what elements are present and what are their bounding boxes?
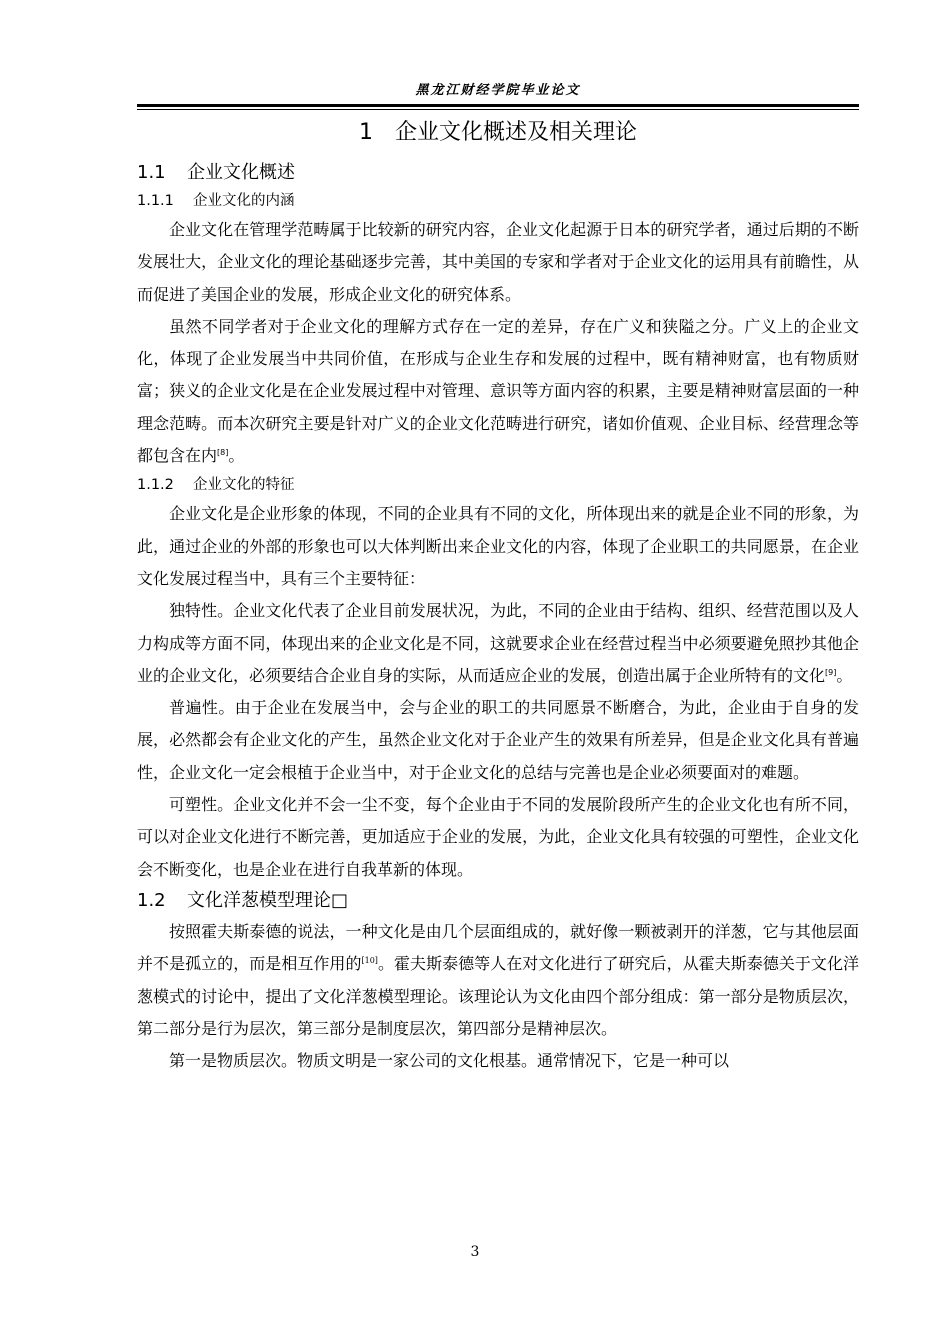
chapter-number: 1	[358, 120, 373, 145]
section-heading-1-1-2	[137, 472, 859, 498]
paragraph-5: 普遍性。由于企业在发展当中，会与企业的职工的共同愿景不断磨合，为此，企业由于自身的发展，必然都会有企业文化的产生，虽然企业文化对于企业产生的效果有所差异，但是企业文化具有普遍性，企业文化一定会根植于企业当中，对于企业文化的总结与完善也是企业必须要面对的难题。	[137, 698, 859, 782]
paragraph-text: 按照霍夫斯泰德的说法，一种文化是由几个层面组成的，就好像一颗被剥开的洋葱，它与其他层面并不是孤立的，而是相互作用的	[137, 921, 859, 974]
section-title: 企业文化的特征	[193, 477, 295, 494]
header-rule-thin	[137, 109, 859, 110]
section-number: 1.2	[137, 889, 166, 911]
header-rule-thick	[137, 104, 859, 107]
chapter-title	[137, 116, 859, 150]
page-number: 3	[470, 1244, 480, 1260]
paragraph-3: 企业文化是企业形象的体现，不同的企业具有不同的文化，所体现出来的就是企业不同的形象，为此，通过企业的外部的形象也可以大体判断出来企业文化的内容，体现了企业职工的共同愿景，在企业文化发展过程当中，具有三个主要特征：	[137, 504, 859, 588]
section-heading-1-2	[137, 886, 859, 916]
section-heading-1-1-1	[137, 188, 859, 214]
section-number: 1.1.1	[137, 193, 174, 209]
paragraph-2	[137, 311, 859, 472]
citation-8: [8]	[217, 448, 229, 458]
paragraph-text: 独特性。企业文化代表了企业目前发展状况，为此，不同的企业由于结构、组织、经营范围以及人力构成等方面不同，体现出来的企业文化是不同，这就要求企业在经营过程当中必须要避免照抄其他企业的企业文化，必须要结合企业自身的实际，从而适应企业的发展，创造出属于企业所特有的文化	[137, 601, 859, 685]
paragraph-7	[137, 916, 859, 1045]
running-header: 黑龙江财经学院毕业论文	[415, 83, 581, 98]
paragraph-6: 可塑性。企业文化并不会一尘不变，每个企业由于不同的发展阶段所产生的企业文化也有所不同，可以对企业文化进行不断完善，更加适应于企业的发展，为此，企业文化具有较强的可塑性，企业文化会不断变化，也是企业在进行自我革新的体现。	[137, 795, 859, 879]
paragraph-end: 。	[836, 665, 853, 685]
paragraph-end: 。霍夫斯泰德等人在对文化进行了研究后，从霍夫斯泰德关于文化洋葱模式的讨论中，提出了文化洋葱模型理论。该理论认为文化由四个部分组成：第一部分是物质层次，第二部分是行为层次，第三部分是制度层次，第四部分是精神层次。	[137, 954, 859, 1038]
chapter-title-text: 企业文化概述及相关理论	[394, 120, 637, 145]
paragraph-1: 企业文化在管理学范畴属于比较新的研究内容，企业文化起源于日本的研究学者，通过后期的不断发展壮大，企业文化的理论基础逐步完善，其中美国的专家和学者对于企业文化的运用具有前瞻性，从而促进了美国企业的发展，形成企业文化的研究体系。	[137, 220, 859, 304]
section-number: 1.1.2	[137, 477, 174, 494]
section-heading-1-1	[137, 158, 859, 188]
paragraph-4	[137, 595, 859, 692]
section-title: 企业文化概述	[187, 162, 295, 183]
section-number: 1.1	[137, 162, 166, 183]
citation-9: [9]	[825, 667, 837, 677]
paragraph-end: 。	[228, 446, 245, 466]
section-title: 文化洋葱模型理论□	[187, 889, 349, 911]
page-body	[137, 80, 859, 1077]
paragraph-text: 虽然不同学者对于企业文化的理解方式存在一定的差异，存在广义和狭隘之分。广义上的企业文化，体现了企业发展当中共同价值，在形成与企业生存和发展的过程中，既有精神财富，也有物质财富；狭义的企业文化是在企业发展过程中对管理、意识等方面内容的积累，主要是精神财富层面的一种理念范畴。而本次研究主要是针对广义的企业文化范畴进行研究，诸如价值观、企业目标、经营理念等都包含在内	[137, 316, 859, 466]
paragraph-8: 第一是物质层次。物质文明是一家公司的文化根基。通常情况下，它是一种可以	[169, 1051, 730, 1071]
section-title: 企业文化的内涵	[193, 193, 295, 209]
citation-10: [10]	[361, 956, 378, 966]
